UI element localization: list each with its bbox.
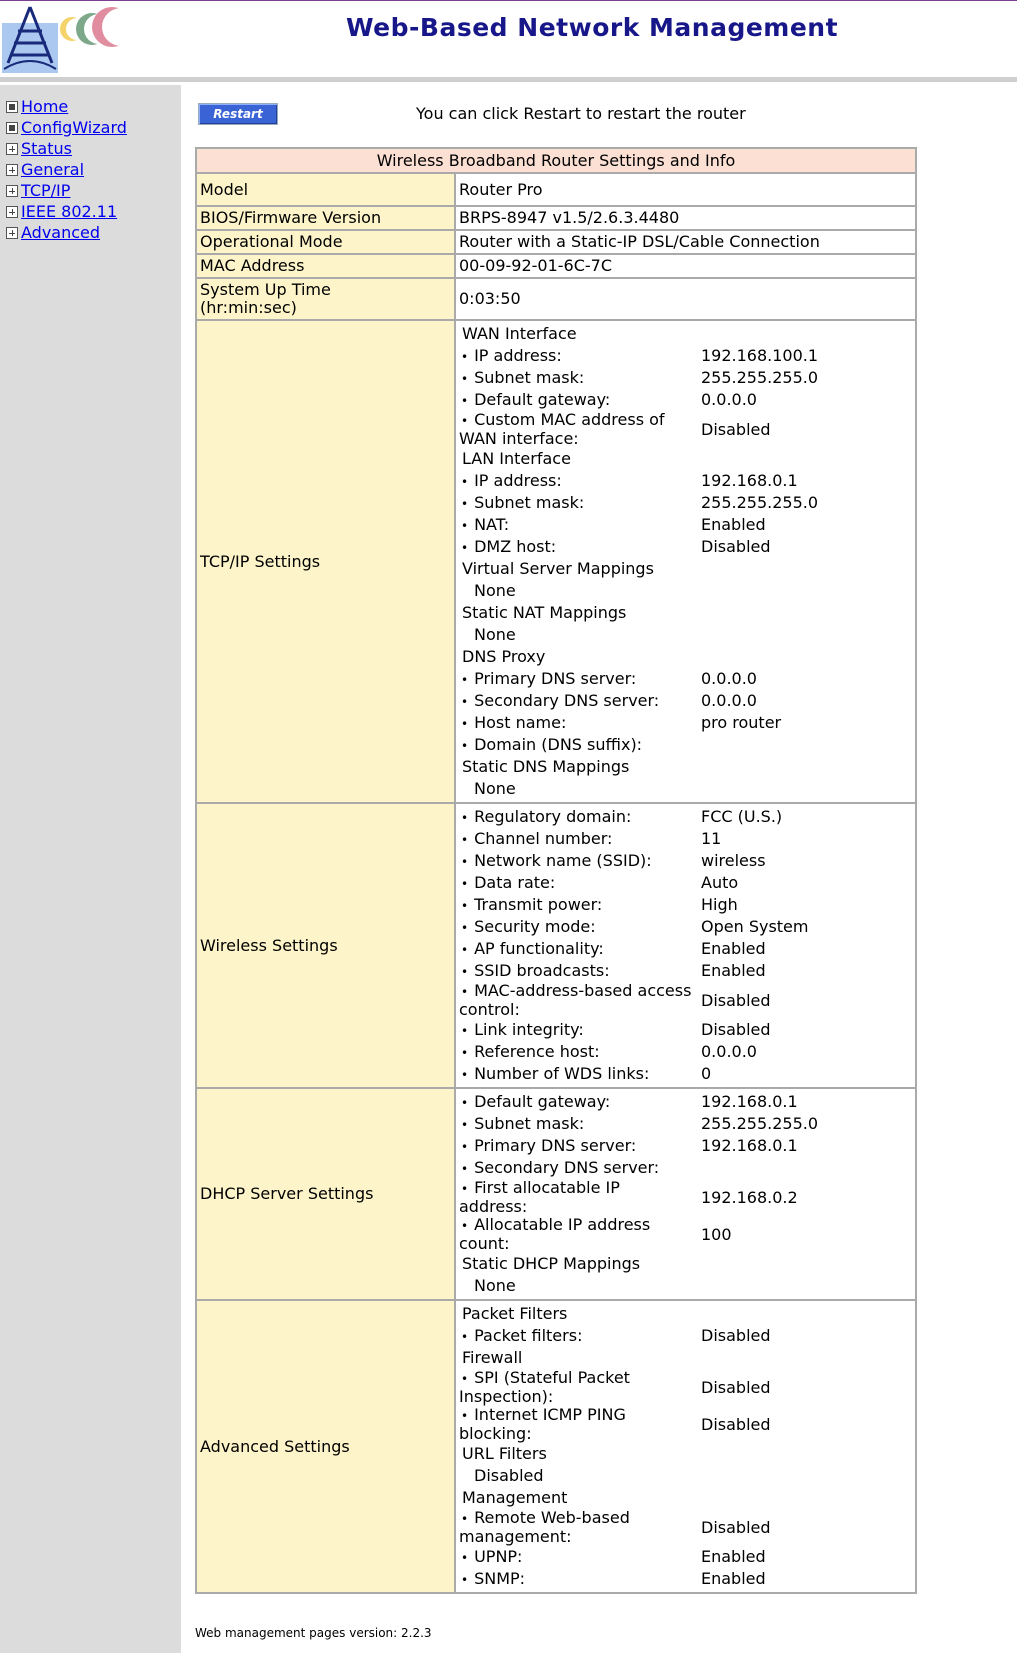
kv-label: • UPNP:: [459, 1548, 701, 1567]
url-value: Disabled: [474, 1466, 544, 1485]
plus-box-icon[interactable]: [6, 164, 18, 176]
kv-label: [459, 411, 701, 448]
kv-label-line2: address:: [459, 1197, 528, 1216]
lan-title: LAN Interface: [462, 449, 571, 468]
page-title: Web-Based Network Management: [346, 13, 839, 42]
restart-msg-bold: Restart: [523, 104, 581, 123]
kv-label: • Subnet mask:: [459, 369, 701, 388]
table-caption: Wireless Broadband Router Settings and Info: [196, 148, 916, 173]
dns-secondary: [459, 690, 912, 712]
kv-label: • Primary DNS server:: [459, 670, 701, 689]
kv-label: • Reference host:: [459, 1043, 701, 1062]
kv-label-line2: blocking:: [459, 1424, 532, 1443]
sidebar-item-general[interactable]: [0, 159, 181, 180]
kv-value: 0.0.0.0: [701, 691, 757, 710]
kv-label-line1: • Internet ICMP PING: [459, 1405, 626, 1424]
kv-value: 192.168.0.2: [701, 1187, 798, 1207]
kv-value: 255.255.255.0: [701, 493, 819, 512]
kv-value: 0: [701, 1064, 712, 1083]
kv-label: • Default gateway:: [459, 391, 701, 410]
kv-label-line1: • Remote Web-based: [459, 1508, 630, 1527]
kv-value: Enabled: [701, 1547, 766, 1566]
kv-value: 192.168.0.1: [701, 1136, 798, 1155]
dns-primary: [459, 668, 912, 690]
restart-message: [416, 104, 746, 123]
row-key-advanced: Advanced Settings: [196, 1300, 455, 1593]
restart-msg-post: to restart the router: [580, 104, 746, 123]
restart-msg-pre: You can click: [416, 104, 524, 123]
fw-title: Firewall: [462, 1348, 523, 1367]
kv-value: Disabled: [701, 1020, 771, 1039]
dot-box-icon: [6, 101, 18, 113]
kv-value: Open System: [701, 917, 809, 936]
wl-ssid: [459, 850, 912, 872]
kv-label-line1: • MAC-address-based access: [459, 981, 691, 1000]
tcpip-settings-cell: [455, 320, 916, 803]
row-key-wireless: Wireless Settings: [196, 803, 455, 1088]
adv-remote-mgmt: [459, 1509, 912, 1546]
wan-gateway: [459, 389, 912, 411]
wan-title: WAN Interface: [462, 324, 577, 343]
vsm-title: Virtual Server Mappings: [462, 559, 654, 578]
pf-title: Packet Filters: [462, 1304, 568, 1323]
kv-label: [459, 982, 701, 1019]
kv-label: • Subnet mask:: [459, 1115, 701, 1134]
kv-label: • Domain (DNS suffix):: [459, 736, 701, 755]
kv-label-line2: Inspection):: [459, 1387, 554, 1406]
dhcp-mask: [459, 1113, 912, 1135]
row-key-model: Model: [196, 173, 455, 206]
kv-label: [459, 1216, 701, 1253]
kv-label: • Regulatory domain:: [459, 808, 701, 827]
wan-custom-mac: [459, 411, 912, 448]
router-logo-icon: [0, 3, 130, 77]
dhcp-count: [459, 1216, 912, 1253]
plus-box-icon[interactable]: [6, 185, 18, 197]
row-key-uptime: [196, 278, 455, 320]
kv-value: Disabled: [701, 990, 771, 1010]
kv-value: 192.168.100.1: [701, 346, 819, 365]
kv-label: • SSID broadcasts:: [459, 962, 701, 981]
sidebar-nav: [0, 85, 181, 1653]
kv-value: High: [701, 895, 738, 914]
kv-label: [459, 1406, 701, 1443]
kv-label: • Subnet mask:: [459, 494, 701, 513]
lan-dmz: [459, 536, 912, 558]
kv-value: FCC (U.S.): [701, 807, 783, 826]
wireless-settings-cell: [455, 803, 916, 1088]
kv-label-line1: • First allocatable IP: [459, 1178, 620, 1197]
kv-label: • Default gateway:: [459, 1093, 701, 1112]
kv-label: • Link integrity:: [459, 1021, 701, 1040]
plus-box-icon[interactable]: [6, 227, 18, 239]
dhcp-dns1: [459, 1135, 912, 1157]
adv-snmp: [459, 1568, 912, 1590]
kv-label-line2: count:: [459, 1234, 510, 1253]
kv-label: • SNMP:: [459, 1570, 701, 1589]
lan-mask: [459, 492, 912, 514]
wl-datarate: [459, 872, 912, 894]
url-title: URL Filters: [462, 1444, 547, 1463]
snat-title: Static NAT Mappings: [462, 603, 627, 622]
dhcp-settings-cell: [455, 1088, 916, 1300]
wl-ap: [459, 938, 912, 960]
snat-value: None: [474, 625, 516, 644]
kv-label: • Packet filters:: [459, 1327, 701, 1346]
kv-label: [459, 1509, 701, 1546]
kv-value: 192.168.0.1: [701, 1092, 798, 1111]
kv-label-line1: • Allocatable IP address: [459, 1215, 650, 1234]
dns-title: DNS Proxy: [462, 647, 546, 666]
row-key-opmode: Operational Mode: [196, 230, 455, 254]
row-key-dhcp: DHCP Server Settings: [196, 1088, 455, 1300]
kv-value: Enabled: [701, 939, 766, 958]
kv-label: • Host name:: [459, 714, 701, 733]
kv-value: Disabled: [701, 1326, 771, 1345]
row-value-mac: 00-09-92-01-6C-7C: [455, 254, 916, 278]
adv-upnp: [459, 1546, 912, 1568]
lan-nat: [459, 514, 912, 536]
kv-value: 255.255.255.0: [701, 1114, 819, 1133]
lan-ip: [459, 470, 912, 492]
adv-spi: [459, 1369, 912, 1406]
dns-hostname: [459, 712, 912, 734]
kv-label: • Channel number:: [459, 830, 701, 849]
kv-value: Disabled: [701, 1517, 771, 1537]
dhcp-static-title: Static DHCP Mappings: [462, 1254, 641, 1273]
kv-value: 192.168.0.1: [701, 471, 798, 490]
wan-ip: [459, 345, 912, 367]
footer-version: Web management pages version: 2.2.3: [195, 1626, 432, 1640]
sdns-title: Static DNS Mappings: [462, 757, 630, 776]
kv-label: • DMZ host:: [459, 538, 701, 557]
row-value-model: Router Pro: [455, 173, 916, 206]
sidebar-item-configwizard[interactable]: [0, 117, 181, 138]
sidebar-link-status[interactable]: Status: [21, 139, 72, 158]
kv-value: pro router: [701, 713, 782, 732]
kv-label: • AP functionality:: [459, 940, 701, 959]
kv-label: • NAT:: [459, 516, 701, 535]
dhcp-static-value: None: [474, 1276, 516, 1295]
kv-label: • Security mode:: [459, 918, 701, 937]
wl-wds: [459, 1063, 912, 1085]
kv-value: 11: [701, 829, 722, 848]
kv-value: Enabled: [701, 515, 766, 534]
kv-value: Disabled: [701, 537, 771, 556]
kv-value: wireless: [701, 851, 766, 870]
sdns-value: None: [474, 779, 516, 798]
kv-value: 0.0.0.0: [701, 669, 757, 688]
advanced-settings-cell: [455, 1300, 916, 1593]
kv-label: • Network name (SSID):: [459, 852, 701, 871]
row-value-opmode: Router with a Static-IP DSL/Cable Connection: [455, 230, 916, 254]
dhcp-first-ip: [459, 1179, 912, 1216]
kv-label: • Secondary DNS server:: [459, 1159, 701, 1178]
sidebar-link-advanced[interactable]: Advanced: [21, 223, 101, 242]
kv-label: [459, 1179, 701, 1216]
kv-value: Enabled: [701, 1569, 766, 1588]
kv-label-line2: WAN interface:: [459, 429, 579, 448]
plus-box-icon[interactable]: [6, 143, 18, 155]
kv-value: Enabled: [701, 961, 766, 980]
kv-label: [459, 1369, 701, 1406]
kv-label: • Transmit power:: [459, 896, 701, 915]
sidebar-item-advanced[interactable]: [0, 222, 181, 243]
uptime-label-line2: (hr:min:sec): [200, 298, 297, 317]
adv-icmp: [459, 1406, 912, 1443]
wl-mac-acl: [459, 982, 912, 1019]
row-value-uptime: 0:03:50: [455, 278, 916, 320]
mgmt-title: Management: [462, 1488, 568, 1507]
kv-value: Disabled: [701, 1414, 771, 1434]
header: [0, 0, 1017, 82]
wl-security: [459, 916, 912, 938]
kv-label: • Secondary DNS server:: [459, 692, 701, 711]
wl-txpower: [459, 894, 912, 916]
sidebar-link-configwizard[interactable]: ConfigWizard: [21, 118, 127, 137]
wl-ssid-broadcast: [459, 960, 912, 982]
wl-regdomain: [459, 806, 912, 828]
restart-button[interactable]: Restart: [198, 103, 278, 125]
adv-packet-filters: [459, 1325, 912, 1347]
vsm-value: None: [474, 581, 516, 600]
kv-label: • IP address:: [459, 347, 701, 366]
kv-value: 255.255.255.0: [701, 368, 819, 387]
wan-mask: [459, 367, 912, 389]
row-key-mac: MAC Address: [196, 254, 455, 278]
sidebar-item-status[interactable]: [0, 138, 181, 159]
kv-value: 0.0.0.0: [701, 1042, 757, 1061]
sidebar-item-ieee80211[interactable]: [0, 201, 181, 222]
row-value-firmware: BRPS-8947 v1.5/2.6.3.4480: [455, 206, 916, 230]
kv-label: • IP address:: [459, 472, 701, 491]
kv-label-line1: • Custom MAC address of: [459, 410, 665, 429]
dhcp-gateway: [459, 1091, 912, 1113]
dns-domain: [459, 734, 912, 756]
sidebar-item-tcpip[interactable]: [0, 180, 181, 201]
settings-info-table: [195, 147, 917, 1594]
kv-value: Disabled: [701, 419, 771, 439]
plus-box-icon[interactable]: [6, 206, 18, 218]
row-key-firmware: BIOS/Firmware Version: [196, 206, 455, 230]
kv-label-line2: management:: [459, 1527, 572, 1546]
dot-box-icon: [6, 122, 18, 134]
kv-value: 100: [701, 1224, 732, 1244]
sidebar-link-home[interactable]: Home: [21, 97, 69, 116]
wl-link-integrity: [459, 1019, 912, 1041]
kv-value: Disabled: [701, 1377, 771, 1397]
kv-value: 0.0.0.0: [701, 390, 757, 409]
wl-channel: [459, 828, 912, 850]
uptime-label-line1: System Up Time: [200, 280, 331, 299]
wl-ref-host: [459, 1041, 912, 1063]
sidebar-link-general[interactable]: General: [21, 160, 85, 179]
kv-label-line2: control:: [459, 1000, 520, 1019]
kv-label-line1: • SPI (Stateful Packet: [459, 1368, 630, 1387]
kv-label: • Primary DNS server:: [459, 1137, 701, 1156]
row-key-tcpip: TCP/IP Settings: [196, 320, 455, 803]
kv-value: Auto: [701, 873, 739, 892]
sidebar-link-tcpip[interactable]: TCP/IP: [21, 181, 71, 200]
sidebar-link-ieee80211[interactable]: IEEE 802.11: [21, 202, 118, 221]
sidebar-item-home[interactable]: [0, 96, 181, 117]
kv-label: • Data rate:: [459, 874, 701, 893]
dhcp-dns2: [459, 1157, 912, 1179]
kv-label: • Number of WDS links:: [459, 1065, 701, 1084]
